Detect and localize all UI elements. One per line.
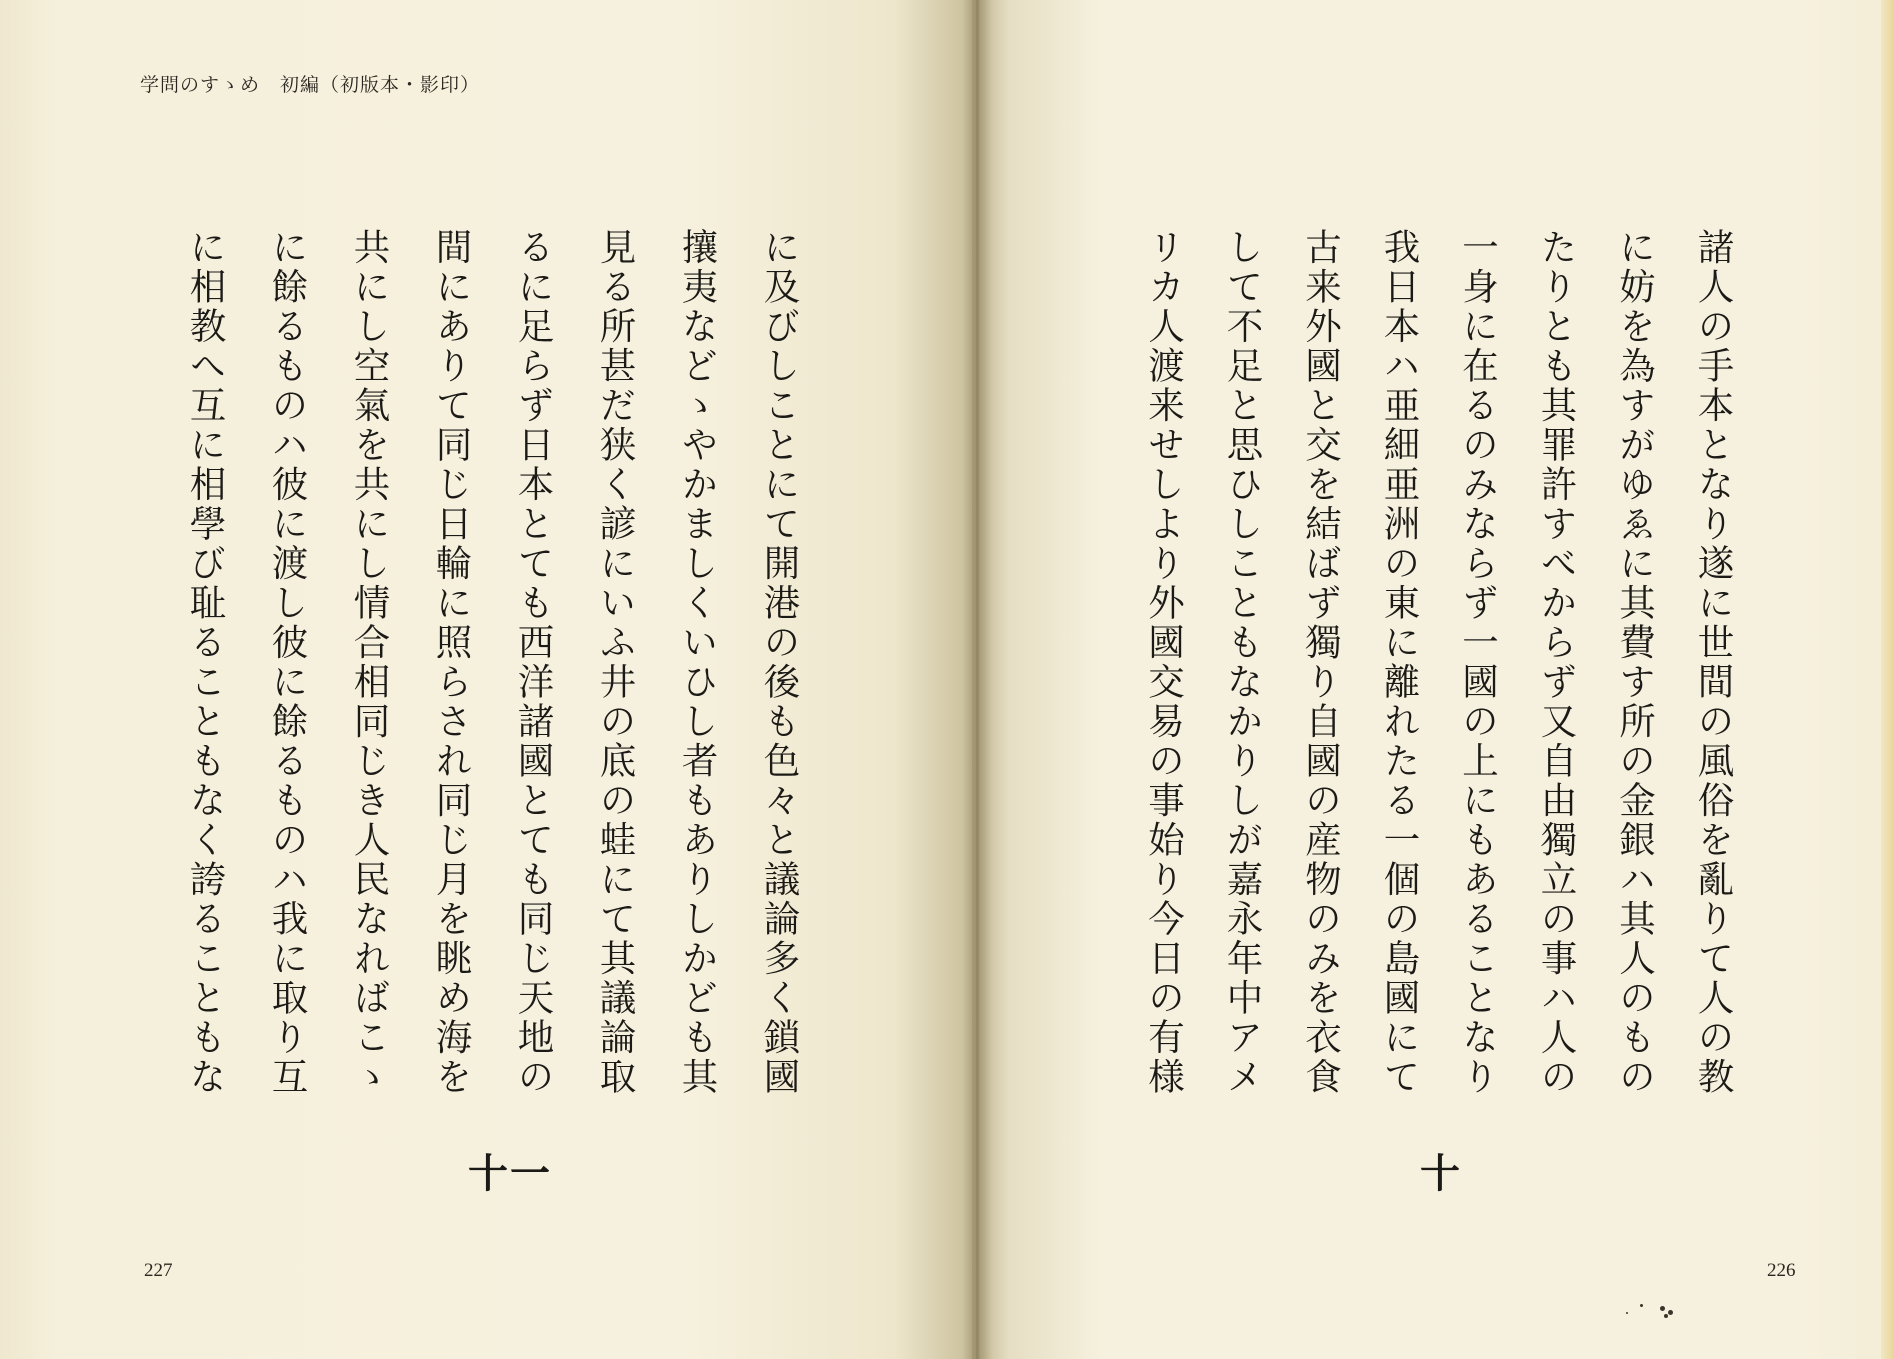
- text-column: に相教へ互に相學び耻ることもなく誇ることもな: [184, 228, 227, 1097]
- text-column: るに足らず日本とても西洋諸國とても同じ天地の: [512, 228, 555, 1097]
- text-column: 古来外國と交を結ばず獨り自國の産物のみを衣食: [1299, 228, 1343, 1097]
- page-number: 227: [144, 1260, 173, 1281]
- page-numeral: 十: [1420, 1150, 1460, 1197]
- ink-speck: [1640, 1304, 1643, 1307]
- text-column: 共にし空氣を共にし情合相同じき人民なればこゝ: [348, 228, 391, 1097]
- text-column: 攘夷などゝやかましくいひし者もありしかども其: [676, 228, 719, 1097]
- running-head: 学問のすゝめ 初編（初版本・影印）: [140, 74, 481, 96]
- text-column: に妨を為すがゆゑに其費す所の金銀ハ其人のもの: [1613, 228, 1657, 1097]
- left-text-block: [170, 228, 820, 1138]
- ink-speck: [1664, 1314, 1668, 1318]
- page-edge: [1881, 0, 1893, 1359]
- right-page: [972, 0, 1893, 1359]
- right-text-block: [1122, 228, 1752, 1138]
- text-column: リカ人渡来せしより外國交易の事始り今日の有様: [1142, 228, 1186, 1097]
- gutter-shadow: [962, 0, 992, 1359]
- text-column: に餘るものハ彼に渡し彼に餘るものハ我に取り互: [266, 228, 309, 1097]
- text-column: 我日本ハ亜細亜洲の東に離れたる一個の島國にて: [1378, 228, 1421, 1097]
- ink-specks: [1620, 1302, 1680, 1322]
- text-column: 一身に在るのみならず一國の上にもあることなり: [1456, 228, 1500, 1097]
- ink-speck: [1660, 1306, 1665, 1311]
- page-number: 226: [1767, 1260, 1796, 1281]
- text-column: たりとも其罪許すべからず又自由獨立の事ハ人の: [1535, 228, 1578, 1097]
- ink-speck: [1668, 1310, 1673, 1315]
- text-column: して不足と思ひしこともなかりしが嘉永年中アメ: [1221, 228, 1264, 1097]
- text-column: 間にありて同じ日輪に照らされ同じ月を眺め海を: [430, 228, 473, 1097]
- text-column: 見る所甚だ狭く諺にいふ井の底の蛙にて其議論取: [594, 228, 637, 1097]
- text-column: 諸人の手本となり遂に世間の風俗を亂りて人の教: [1692, 228, 1735, 1097]
- page-numeral: 十一: [468, 1150, 552, 1197]
- ink-speck: [1626, 1312, 1628, 1314]
- text-column: に及びしことにて開港の後も色々と議論多く鎖國: [758, 228, 801, 1097]
